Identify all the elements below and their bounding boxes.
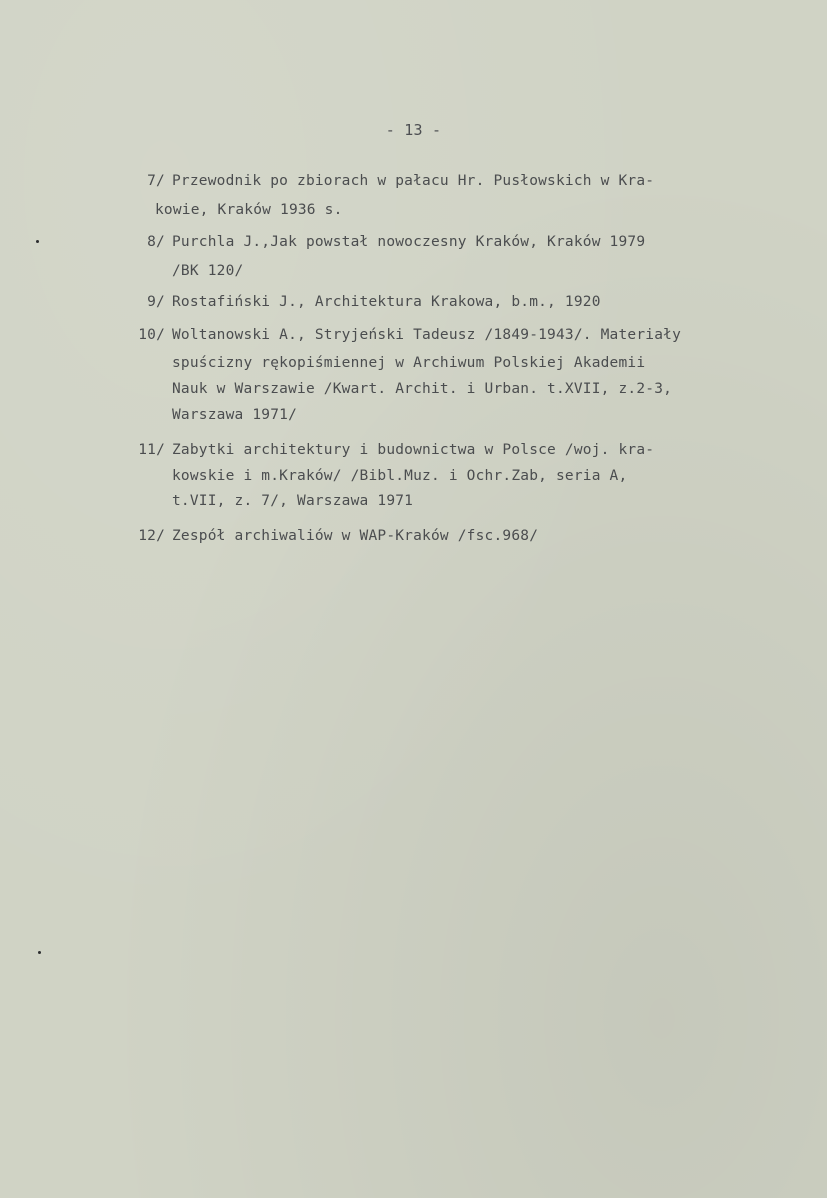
entry-line: Woltanowski A., Stryjeński Tadeusz /1849-1943/. Materiały <box>172 327 681 343</box>
entry-number: 9/ <box>147 294 165 310</box>
margin-dot <box>38 951 41 954</box>
entry-line: Warszawa 1971/ <box>172 407 298 423</box>
entry-line: Zespół archiwaliów w WAP-Kraków /fsc.968/ <box>172 528 539 544</box>
entry-number: 10/ <box>138 327 165 343</box>
entry-line: Nauk w Warszawie /Kwart. Archit. i Urban. t.XVII, z.2-3, <box>172 381 673 397</box>
margin-dot <box>36 240 39 243</box>
entry-number: 11/ <box>138 442 165 458</box>
entry-line: spuścizny rękopiśmiennej w Archiwum Polskiej Akademii <box>172 355 646 371</box>
entry-line: Przewodnik po zbiorach w pałacu Hr. Pusłowskich w Kra- <box>172 173 655 189</box>
entry-line: kowie, Kraków 1936 s. <box>155 202 343 218</box>
entry-number: 7/ <box>147 173 165 189</box>
entry-number: 12/ <box>138 528 165 544</box>
entry-line: Zabytki architektury i budownictwa w Polsce /woj. kra- <box>172 442 655 458</box>
entry-line: /BK 120/ <box>172 263 244 279</box>
page-number: - 13 - <box>385 121 442 139</box>
entry-number: 8/ <box>147 234 165 250</box>
entry-line: Rostafiński J., Architektura Krakowa, b.m., 1920 <box>172 294 601 310</box>
entry-line: kowskie i m.Kraków/ /Bibl.Muz. i Ochr.Zab, seria A, <box>172 468 628 484</box>
entry-line: Purchla J.,Jak powstał nowoczesny Kraków, Kraków 1979 <box>172 234 646 250</box>
entry-line: t.VII, z. 7/, Warszawa 1971 <box>172 493 414 509</box>
